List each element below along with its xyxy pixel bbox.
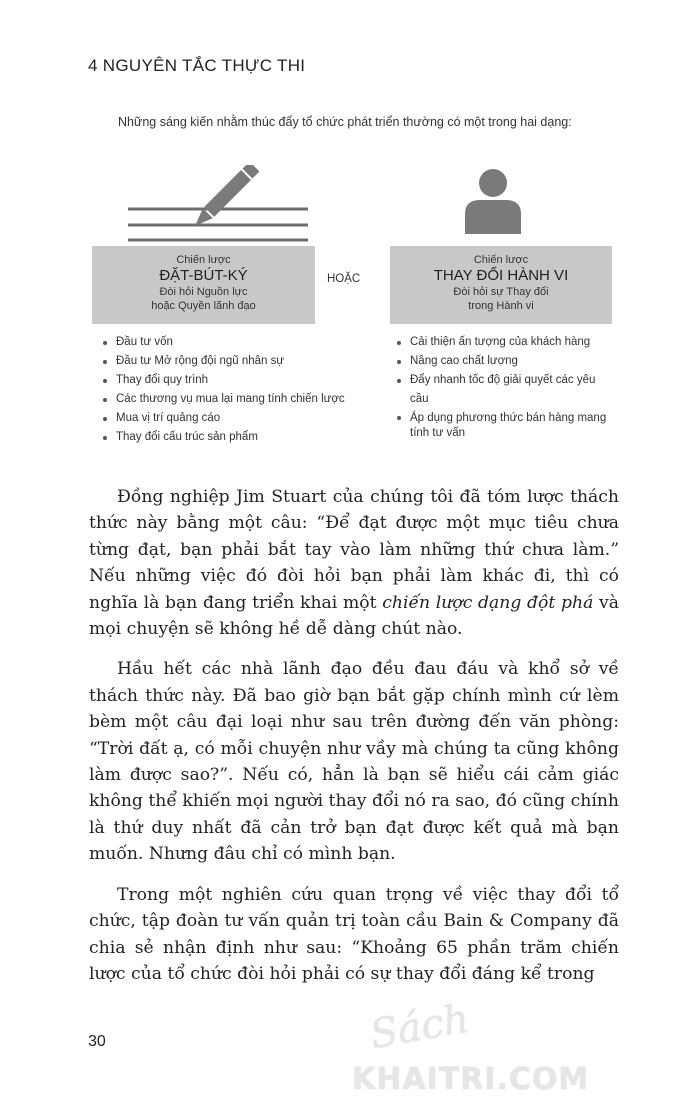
list-item: Cải thiện ấn tượng của khách hàng: [396, 333, 616, 352]
watermark-logo: KHAITRI.COM: [352, 1062, 590, 1097]
chapter-header: 4 NGUYÊN TẮC THỰC THI: [88, 56, 306, 75]
watermark-script: Sách: [366, 995, 473, 1059]
list-item: Áp dụng phương thức bán hàng mang tính tư vấn: [396, 409, 616, 443]
paragraph: Hầu hết các nhà lãnh đạo đều đau đáu và khổ sở về thách thức này. Đã bao giờ bạn bắt gặp chính mình cứ lèm bèm một câu đại loại như sau trên đường đến văn phòng: “Trời đất ạ, có mỗi chuyện như vầy mà chúng ta cũng không làm được sao?”. Nếu có, hẳn là bạn sẽ hiểu cái cảm giác không thể khiến mọi người thay đổi nó ra sao, đó cũng chính là thứ duy nhất đã cản trở bạn đạt được kết quả mà bạn muốn. Nhưng đâu chỉ có mình bạn.: [89, 659, 619, 865]
strategy-label: Chiến lược: [473, 254, 529, 266]
strategy-box-sign-off: [92, 246, 315, 324]
list-item: Mua vị trí quảng cáo: [102, 409, 362, 428]
list-item: Đầu tư Mở rộng đội ngũ nhân sự: [102, 352, 362, 371]
list-item: Thay đổi quy trình: [102, 371, 362, 390]
paragraph: [89, 484, 619, 642]
strategy-requirement-line1: Đòi hỏi sự Thay đổi: [453, 286, 549, 298]
strategy-label: Chiến lược: [176, 254, 231, 266]
paragraph: Trong một nghiên cứu quan trọng về việc thay đổi tổ chức, tập đoàn tư vấn quản trị toàn cầu Bain & Company đã chia sẻ nhận định như sau: “Khoảng 65 phần trăm chiến lược của tổ chức đòi hỏi phải có sự thay đổi đáng kể trong: [89, 884, 619, 984]
emphasized-text: chiến lược dạng đột phá: [382, 592, 594, 613]
sign-off-examples-list: [102, 333, 362, 447]
body-text: [89, 484, 619, 1001]
list-item: Các thương vụ mua lại mang tính chiến lược: [102, 390, 362, 409]
behavior-change-examples-list: [396, 333, 616, 443]
list-item: Đầu tư vốn: [102, 333, 362, 352]
or-label: HOẶC: [327, 273, 361, 285]
page-number: 30: [88, 1033, 106, 1050]
strategy-requirement-line2: trong Hành vi: [468, 300, 534, 312]
figure-caption: Những sáng kiến nhằm thúc đẩy tổ chức phát triển thường có một trong hai dạng:: [118, 115, 572, 129]
person-icon: [462, 168, 524, 234]
pen-writing-icon: [128, 165, 308, 245]
strategy-title: ĐẶT-BÚT-KÝ: [159, 267, 248, 284]
list-item: Đẩy nhanh tốc độ giải quyết các yêu cầu: [396, 371, 616, 409]
list-item: Nâng cao chất lượng: [396, 352, 616, 371]
strategy-box-behavior-change: [390, 246, 612, 324]
strategy-title: THAY ĐỔI HÀNH VI: [433, 267, 569, 284]
paragraph-text: Đồng nghiệp Jim Stuart của chúng tôi đã tóm lược thách thức này bằng một câu: “Để đạt được một mục tiêu chưa từng đạt, bạn phải bắt tay vào làm những thứ chưa làm.” Nếu những việc đó đòi hỏi bạn phải làm khác đi, thì có nghĩa là bạn đang triển khai một: [89, 487, 619, 613]
paragraph-text: và mọi chuyện sẽ không hề dễ dàng chút nào.: [89, 592, 620, 640]
list-item: Thay đổi cấu trúc sản phẩm: [102, 428, 362, 447]
strategy-requirement-line1: Đòi hỏi Nguồn lực: [159, 286, 248, 298]
strategy-requirement-line2: hoặc Quyền lãnh đạo: [151, 300, 256, 312]
